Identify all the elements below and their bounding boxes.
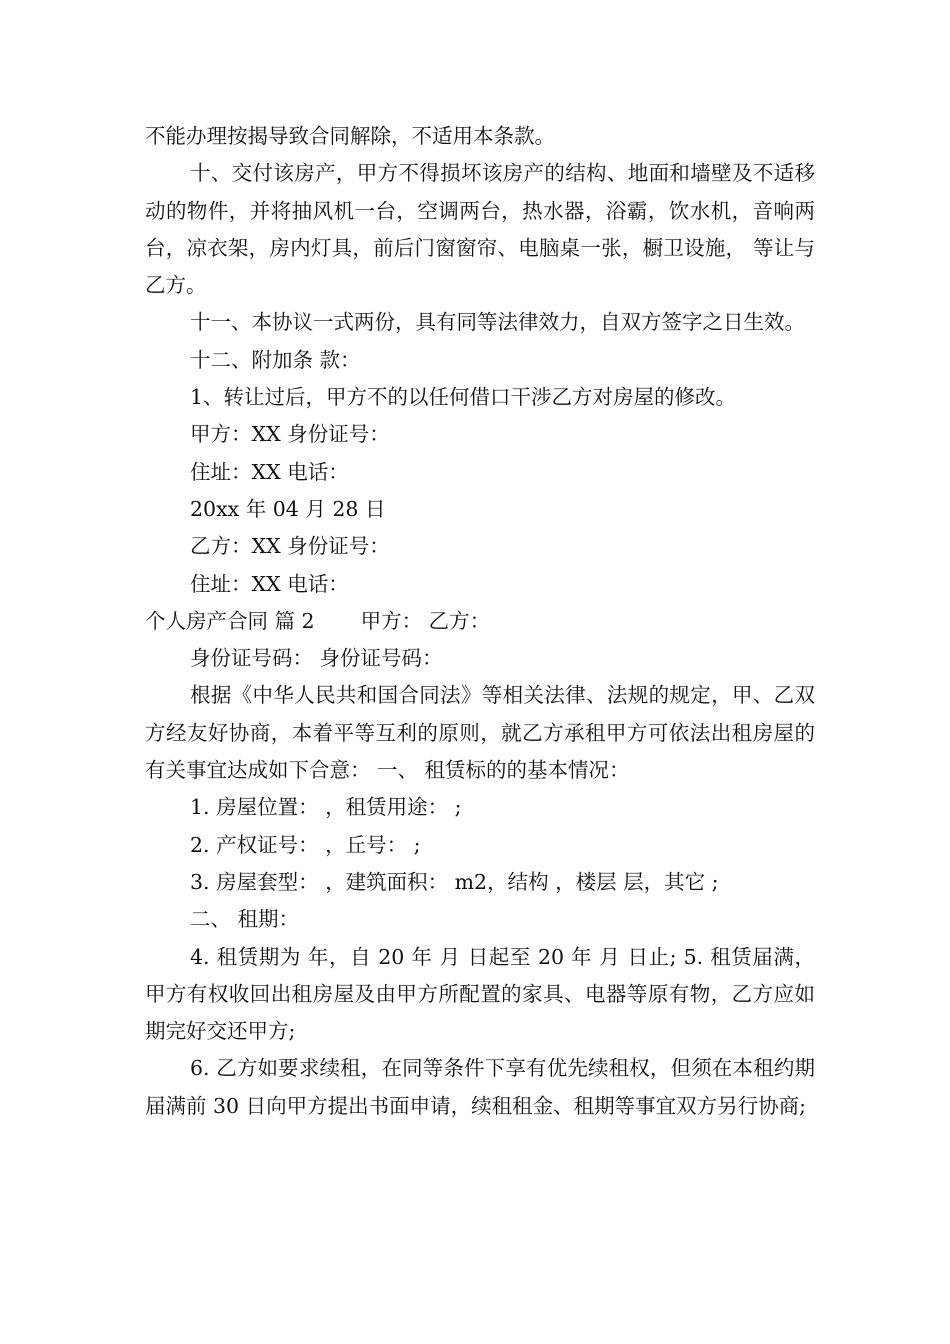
section-title: 个人房产合同 篇 2 bbox=[145, 608, 315, 633]
section-2-lease-term: 二、 租期： bbox=[190, 907, 300, 932]
section-parties: 甲方： 乙方： bbox=[360, 608, 491, 633]
item-6-renewal: 6. 乙方如要求续租，在同等条件下享有优先续租权，但须在本租约期届满前 30 日向甲方提出书面申请，续租租金、租期等事宜双方另行协商; bbox=[145, 1056, 815, 1118]
party-a-signature-line: 甲方：XX 身份证号： bbox=[190, 422, 390, 447]
paragraph-continuation: 不能办理按揭导致合同解除，不适用本条款。 bbox=[145, 124, 555, 148]
id-number-line: 身份证号码： 身份证号码： bbox=[190, 646, 443, 671]
signing-date: 20xx 年 04 月 28 日 bbox=[190, 496, 386, 521]
clause-12-item-1: 1、转让过后，甲方不的以任何借口干涉乙方对房屋的修改。 bbox=[190, 385, 737, 410]
contract-preamble: 根据《中华人民共和国合同法》等相关法律、法规的规定，甲、乙双方经友好协商，本着平等互利的原则，就乙方承租甲方可依法出租房屋的有关事宜达成如下合意： 一、 租赁标的的基本情况： bbox=[145, 683, 815, 783]
item-2-property-cert: 2. 产权证号： ，丘号： ; bbox=[190, 832, 421, 857]
item-3-house-type: 3. 房屋套型： ，建筑面积： m2，结构 ，楼层 层，其它 ; bbox=[190, 869, 719, 894]
party-a-address-line: 住址：XX 电话： bbox=[190, 459, 349, 484]
party-b-address-line: 住址：XX 电话： bbox=[190, 571, 349, 596]
party-b-signature-line: 乙方：XX 身份证号： bbox=[190, 534, 390, 559]
item-1-location: 1. 房屋位置： ，租赁用途： ; bbox=[190, 795, 462, 820]
clause-11: 十一、本协议一式两份，具有同等法律效力，自双方签字之日生效。 bbox=[190, 310, 805, 335]
clause-10: 十、交付该房产，甲方不得损坏该房产的结构、地面和墙壁及不适移动的物件，并将抽风机一台，空调两台，热水器，浴霸，饮水机，音响两台，凉衣架，房内灯具，前后门窗窗帘、电脑桌一张，橱卫设施， 等让与乙方。 bbox=[145, 161, 815, 298]
clause-12-heading: 十二、附加条 款： bbox=[190, 347, 361, 372]
document-body bbox=[145, 118, 815, 1125]
item-4-lease-period: 4. 租赁期为 年，自 20 年 月 日起至 20 年 月 日止; 5. 租赁届满，甲方有权收回出租房屋及由甲方所配置的家具、电器等原有物，乙方应如期完好交还甲方; bbox=[145, 944, 815, 1044]
section-heading bbox=[145, 603, 815, 640]
